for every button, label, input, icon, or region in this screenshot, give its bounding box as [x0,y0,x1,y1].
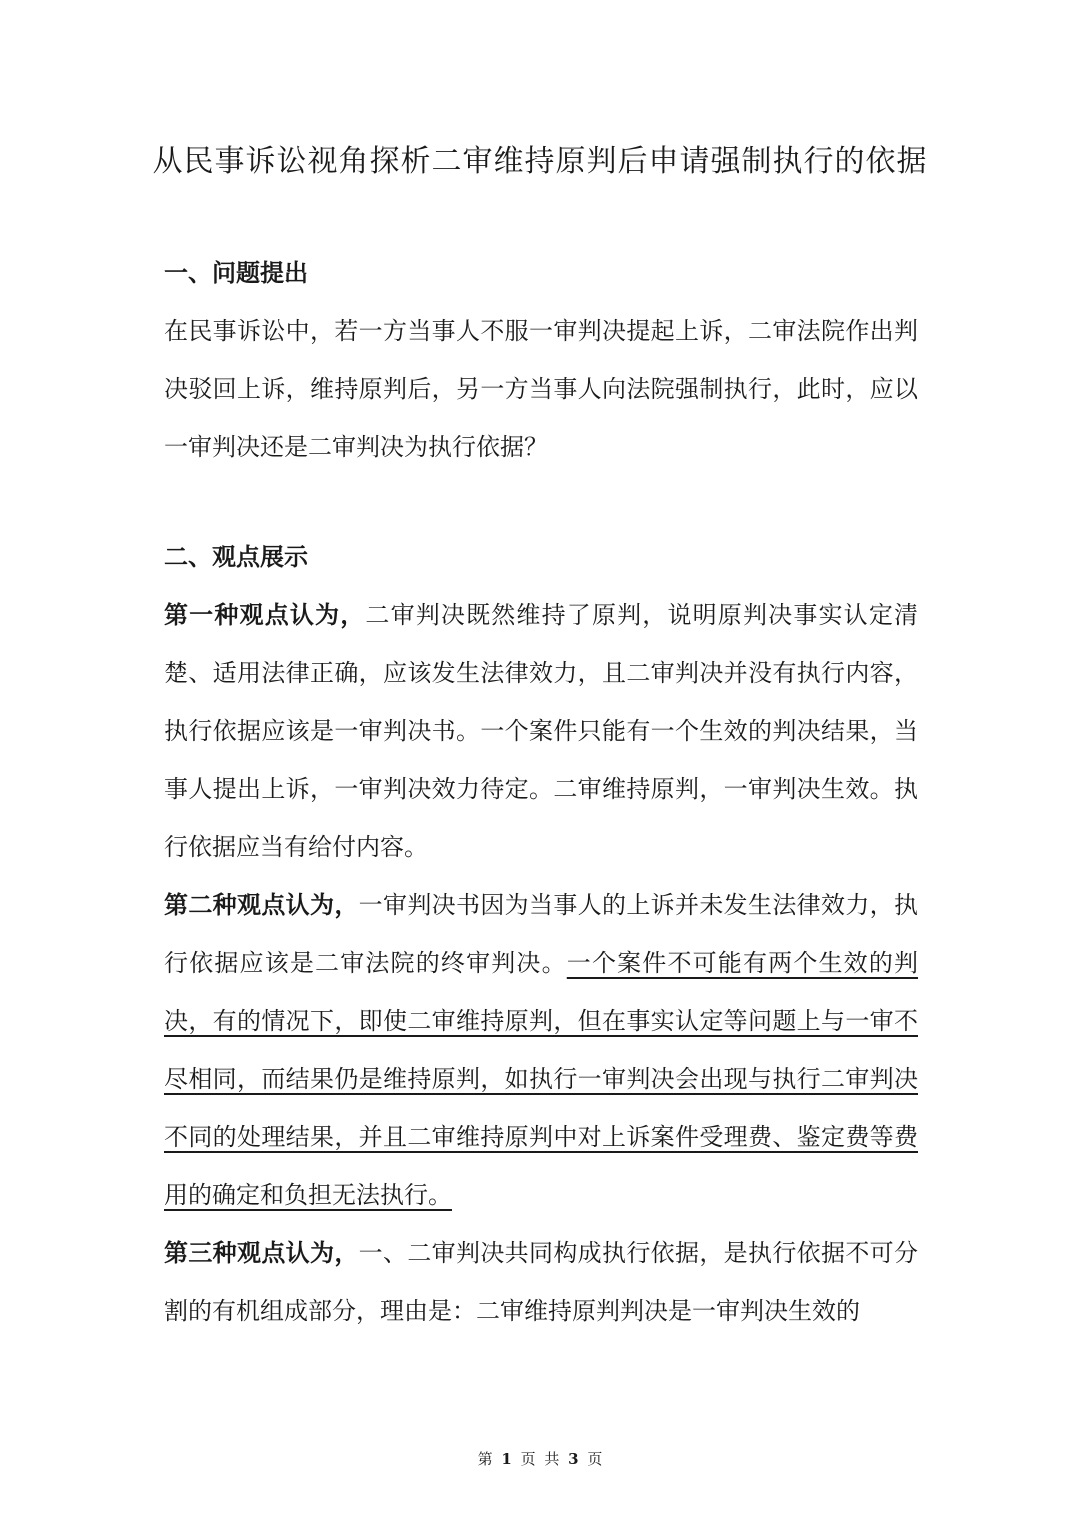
footer-page-number: 1 [501,1450,512,1468]
section-heading-problem: 一、问题提出 [164,259,308,287]
footer-suffix: 页 [587,1450,603,1468]
section-views [164,528,918,1340]
view-one-paragraph [164,586,918,876]
view-three-lead: 第三种观点认为， [164,1239,359,1267]
view-two-text: 一审判决书因为当事人的上诉并未发生法律效力，执行依据应该是二审法院的终审判决。 [164,891,919,977]
section-heading-views: 二、观点展示 [164,543,308,571]
view-two-lead: 第二种观点认为， [164,891,359,919]
view-two-paragraph [164,876,918,1224]
view-two-underlined-text: 一个案件不可能有两个生效的判决，有的情况下，即使二审维持原判，但在事实认定等问题上与一审不尽相同，而结果仍是维持原判，如执行一审判决会出现与执行二审判决不同的处理结果，并且二审维持原判中对上诉案件受理费、鉴定费等费用的确定和负担无法执行。 [164,949,919,1209]
page-footer [0,1448,1080,1469]
view-three-text: 一、二审判决共同构成执行依据，是执行依据不可分割的有机组成部分，理由是：二审维持原判判决是一审判决生效的 [164,1239,919,1325]
problem-paragraph: 在民事诉讼中，若一方当事人不服一审判决提起上诉，二审法院作出判决驳回上诉，维持原判后，另一方当事人向法院强制执行，此时，应以一审判决还是二审判决为执行依据？ [164,317,918,461]
view-three-paragraph [164,1224,918,1340]
footer-prefix: 第 [477,1450,493,1468]
footer-total-pages: 3 [568,1450,579,1468]
view-one-text: 二审判决既然维持了原判，说明原判决事实认定清楚、适用法律正确，应该发生法律效力，且二审判决并没有执行内容，执行依据应该是一审判决书。一个案件只能有一个生效的判决结果，当事人提出上诉，一审判决效力待定。二审维持原判，一审判决生效。执行依据应当有给付内容。 [164,601,919,861]
section-problem [164,244,918,476]
document-title: 从民事诉讼视角探析二审维持原判后申请强制执行的依据 [152,144,928,179]
view-one-lead: 第一种观点认为， [164,601,366,629]
footer-middle: 页 共 [520,1450,560,1468]
